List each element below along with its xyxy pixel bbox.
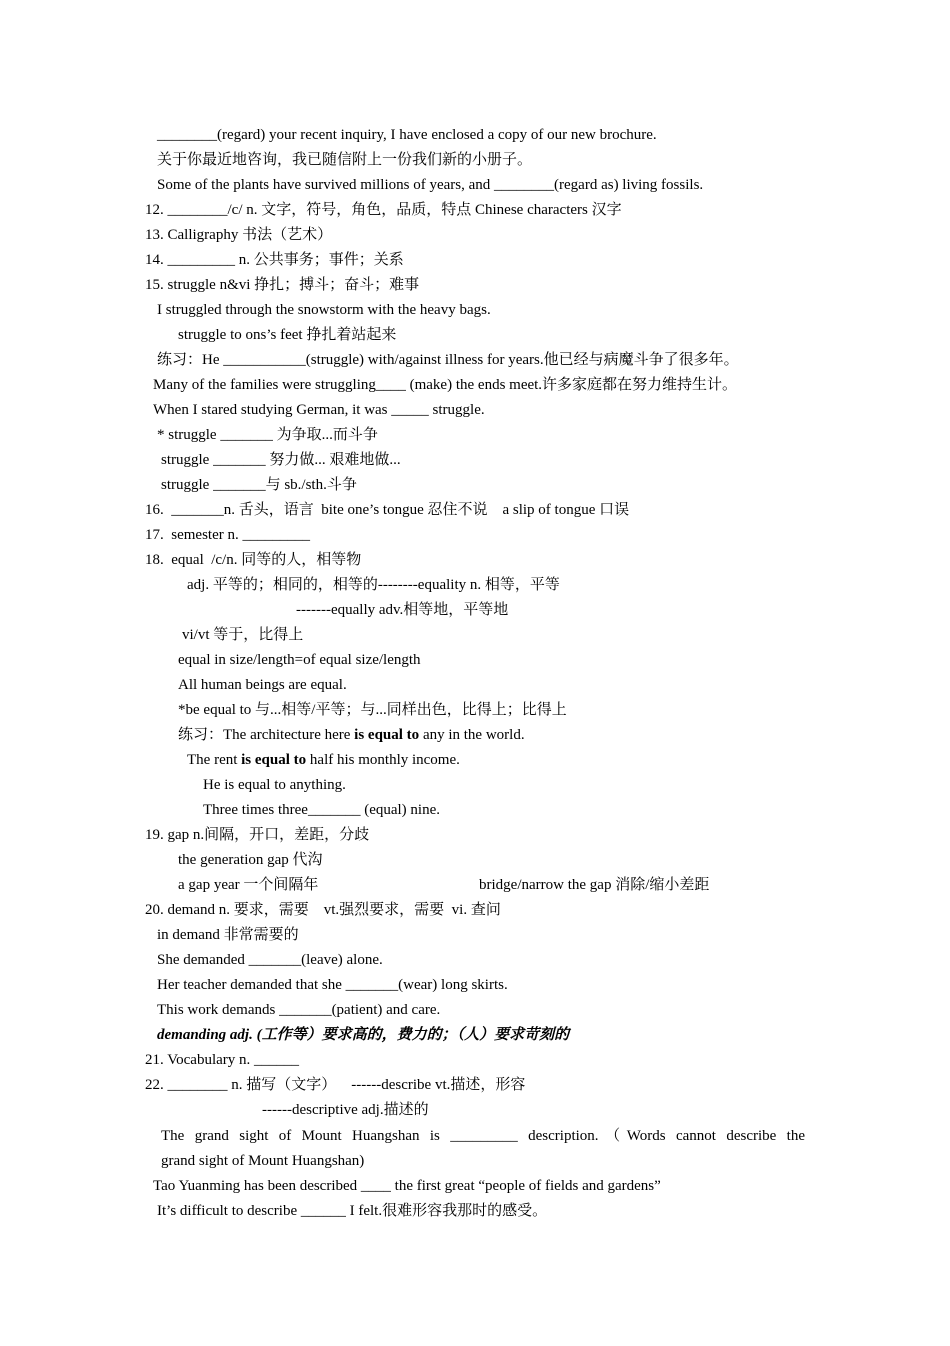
text-line: He is equal to anything. [203,777,346,793]
text-line: All human beings are equal. [178,677,347,693]
text-segment: any in the world. [419,727,525,743]
text-line: 21. Vocabulary n. ______ [145,1052,300,1068]
text-line: struggle to ons’s feet 挣扎着站起来 [178,327,397,343]
text-line: Tao Yuanming has been described ____ the first great “people of fields and gardens” [153,1178,661,1194]
text-line: 16. _______n. 舌头，语言 bite one’s tongue 忍住不说 a slip of tongue 口误 [145,502,630,518]
text-line: 22. ________ n. 描写（文字） ------describe vt.描述，形容 [145,1077,526,1093]
text-line: 18. equal /c/n. 同等的人，相等物 [145,552,362,568]
text-line: This work demands _______(patient) and care. [157,1002,441,1018]
text-line: 关于你最近地咨询，我已随信附上一份我们新的小册子。 [157,152,533,168]
text-line: I struggled through the snowstorm with the heavy bags. [157,302,491,318]
text-line: She demanded _______(leave) alone. [157,952,383,968]
text-line: demanding adj. (工作等）要求高的，费力的；（人）要求苛刻的 [157,1027,570,1043]
text-line: in demand 非常需要的 [157,927,299,943]
text-segment: The rent [187,752,242,768]
text-line: struggle _______与 sb./sth.斗争 [161,477,357,493]
text-line: 14. _________ n. 公共事务；事件；关系 [145,252,404,268]
bold-phrase: is equal to [354,727,420,743]
text-line: grand sight of Mount Huangshan) [161,1153,365,1169]
text-segment: 练习：The architecture here [178,727,355,743]
text-line: 17. semester n. _________ [145,527,310,543]
text-line: vi/vt 等于，比得上 [182,627,304,643]
text-line: When I stared studying German, it was _____ struggle. [153,402,485,418]
text-line: equal in size/length=of equal size/length [178,652,421,668]
text-line: Many of the families were struggling____ (make) the ends meet.许多家庭都在努力维持生计。 [153,377,738,393]
bold-phrase: is equal to [241,752,307,768]
text-line: 20. demand n. 要求，需要 vt.强烈要求，需要 vi. 查问 [145,902,501,918]
text-line: 19. gap n.间隔，开口，差距，分歧 [145,827,370,843]
text-line: Some of the plants have survived millions of years, and ________(regard as) living fossils. [157,177,704,193]
text-segment: half his monthly income. [306,752,460,768]
text-line [187,750,460,770]
text-line: adj. 平等的；相同的，相等的--------equality n. 相等，平等 [187,577,560,593]
text-line: the generation gap 代沟 [178,852,323,868]
text-line: It’s difficult to describe ______ I felt.很难形容我那时的感受。 [157,1203,548,1219]
text-line [178,725,525,745]
text-line: 12. ________/c/ n. 文字，符号，角色，品质，特点 Chinese characters 汉字 [145,202,622,218]
text-line: *be equal to 与...相等/平等；与...同样出色，比得上；比得上 [178,702,567,718]
text-line: 练习：He ___________(struggle) with/against illness for years.他已经与病魔斗争了很多年。 [157,352,739,368]
text-line: Three times three_______ (equal) nine. [203,802,440,818]
text-line: a gap year 一个间隔年 [178,877,319,893]
text-line: 13. Calligraphy 书法（艺术） [145,227,333,243]
text-line: bridge/narrow the gap 消除/缩小差距 [479,877,710,893]
text-line: -------equally adv.相等地，平等地 [296,602,509,618]
text-line: Her teacher demanded that she _______(wear) long skirts. [157,977,508,993]
text-line: The grand sight of Mount Huangshan is _________ description.（Words cannot describe the [161,1128,805,1144]
text-line: ________(regard) your recent inquiry, I have enclosed a copy of our new brochure. [157,127,657,143]
text-line: struggle _______ 努力做... 艰难地做... [161,452,401,468]
text-line: * struggle _______ 为争取...而斗争 [157,427,378,443]
text-line: ------descriptive adj.描述的 [262,1102,429,1118]
text-line: 15. struggle n&vi 挣扎；搏斗；奋斗；难事 [145,277,420,293]
